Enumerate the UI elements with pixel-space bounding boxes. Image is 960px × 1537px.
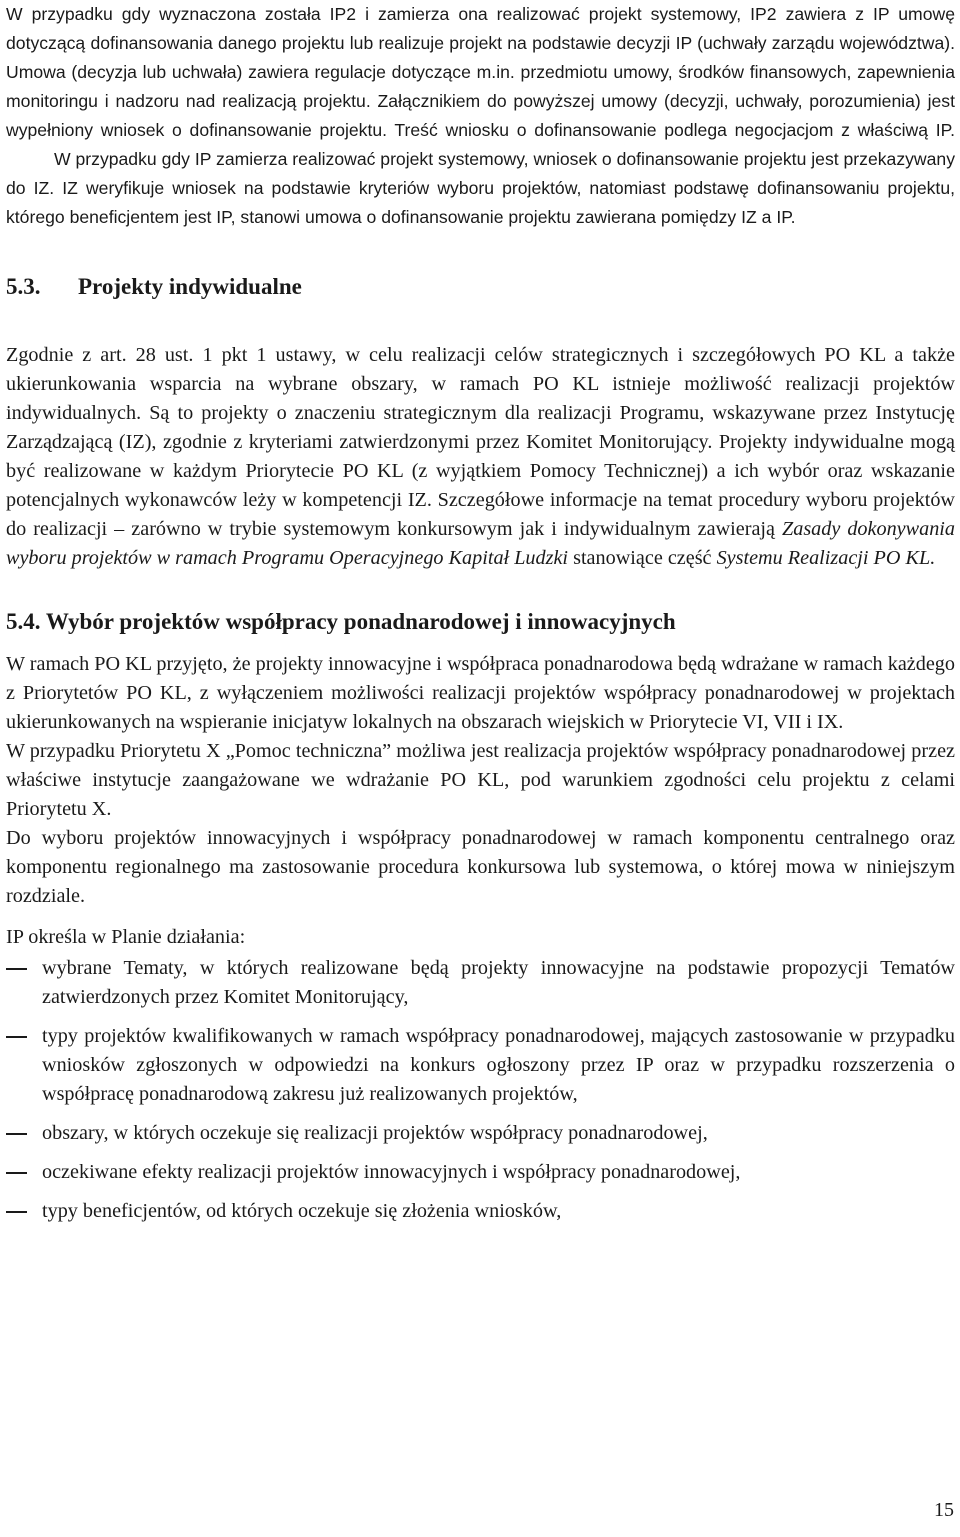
list-item-text: oczekiwane efekty realizacji projektów innowacyjnych i współpracy ponadnarodowej, xyxy=(42,1161,741,1183)
list-item xyxy=(6,1022,955,1109)
list-item-text: wybrane Tematy, w których realizowane będą projekty innowacyjne na podstawie propozycji Tematów zatwierdzonych przez Komitet Monitorujący, xyxy=(42,957,955,1008)
list-item-text: typy beneficjentów, od których oczekuje się złożenia wniosków, xyxy=(42,1200,562,1222)
list-item xyxy=(6,954,955,1012)
section-number: 5.3. xyxy=(6,274,41,299)
section-5-4-paragraph-1: W ramach PO KL przyjęto, że projekty innowacyjne i współpraca ponadnarodowa będą wdrażane w ramach każdego z Priorytetów PO KL, z wyłączeniem możliwości realizacji projektów współpracy ponadnarodowej w projektach ukierunkowanych na wspieranie inicjatyw lokalnych na obszarach wiejskich w Priorytecie VI, VII i IX. xyxy=(6,653,955,733)
intro-text-part1: W przypadku gdy wyznaczona została IP2 i zamierza ona realizować projekt systemowy, IP2 zawiera z IP umowę dotyczącą dofinansowania danego projektu lub realizuje projekt na podstawie decyzji IP (uchwały zarządu województwa). Umowa (decyzja lub uchwała) zawiera regulacje dotyczące m.in. przedmiotu umowy, środków finansowych, zapewnienia monitoringu i nadzoru nad realizacją projektu. Załącznikiem do powyższej umowy (decyzji, uchwały, porozumienia) jest wypełniony wniosek o dofinansowanie projektu. Treść wniosku o dofinansowanie podlega negocjacjom z właściwą IP. xyxy=(6,4,955,140)
document-page xyxy=(6,0,955,1226)
section-5-4-paragraph-2: W przypadku Priorytetu X „Pomoc techniczna” możliwa jest realizacja projektów współpracy ponadnarodowej przez właściwe instytucje zaangażowane we wdrażanie PO KL, pod warunkiem zgodności celu projektu z celami Priorytetu X. xyxy=(6,740,955,820)
intro-paragraph xyxy=(6,0,955,232)
list-item xyxy=(6,1197,955,1226)
section-title: Projekty indywidualne xyxy=(78,274,302,299)
dash-bullet-icon xyxy=(6,1133,27,1135)
paragraph-text: stanowiące część xyxy=(568,547,717,569)
dash-bullet-icon xyxy=(6,1211,27,1213)
list-item xyxy=(6,1158,955,1187)
intro-text-part2: W przypadku gdy IP zamierza realizować projekt systemowy, wniosek o dofinansowanie projektu jest przekazywany do IZ. IZ weryfikuje wniosek na podstawie kryteriów wyboru projektów, natomiast podstawę dofinansowaniu projektu, którego beneficjentem jest IP, stanowi umowa o dofinansowanie projektu zawierana pomiędzy IZ a IP. xyxy=(6,149,955,227)
dash-bullet-icon xyxy=(6,968,27,970)
dash-bullet-icon xyxy=(6,1036,27,1038)
paragraph-text: Zgodnie z art. 28 ust. 1 pkt 1 ustawy, w celu realizacji celów strategicznych i szczegółowych PO KL a także ukierunkowania wsparcia na wybrane obszary, w ramach PO KL istnieje możliwość realizacji projektów indywidualnych. Są to projekty o znaczeniu strategicznym dla realizacji Programu, wskazywane przez Instytucję Zarządzającą (IZ), zgodnie z kryteriami zatwierdzonymi przez Komitet Monitorujący. Projekty indywidualne mogą być realizowane w każdym Priorytecie PO KL (z wyjątkiem Pomocy Technicznej) a ich wybór oraz wskazanie potencjalnych wykonawców leży w kompetencji IZ. Szczegółowe informacje na temat procedury wyboru projektów do realizacji – zarówno w trybie systemowym konkursowym jak i indywidualnym zawierają xyxy=(6,344,955,540)
list-item-text: obszary, w których oczekuje się realizacji projektów współpracy ponadnarodowej, xyxy=(42,1122,708,1144)
italic-title-zasady: Zasady dokonywania wyboru projektów w ramach Programu Operacyjnego Kapitał Ludzki xyxy=(6,518,955,569)
section-heading-5-4 xyxy=(6,606,955,638)
section-heading-5-3 xyxy=(6,271,955,303)
dash-bullet-icon xyxy=(6,1172,27,1174)
section-number: 5.4. xyxy=(6,609,41,634)
page-number: 15 xyxy=(934,1499,954,1521)
plan-list xyxy=(6,954,955,1226)
list-item-text: typy projektów kwalifikowanych w ramach współpracy ponadnarodowej, mających zastosowanie w przypadku wniosków zgłoszonych w odpowiedzi na konkurs ogłoszony przez IP oraz w przypadku rozszerzenia o współpracę ponadnarodową zakresu już realizowanych projektów, xyxy=(42,1025,955,1105)
section-title: Wybór projektów współpracy ponadnarodowej i innowacyjnych xyxy=(45,609,676,634)
list-intro: IP określa w Planie działania: xyxy=(6,926,246,948)
list-item xyxy=(6,1119,955,1148)
section-5-3-paragraph xyxy=(6,341,955,573)
section-5-4-paragraph-3: Do wyboru projektów innowacyjnych i współpracy ponadnarodowej w ramach komponentu centralnego oraz komponentu regionalnego ma zastosowanie procedura konkursowa lub systemowa, o której mowa w niniejszym rozdziale. xyxy=(6,827,955,907)
italic-title-system: Systemu Realizacji PO KL. xyxy=(716,547,936,569)
